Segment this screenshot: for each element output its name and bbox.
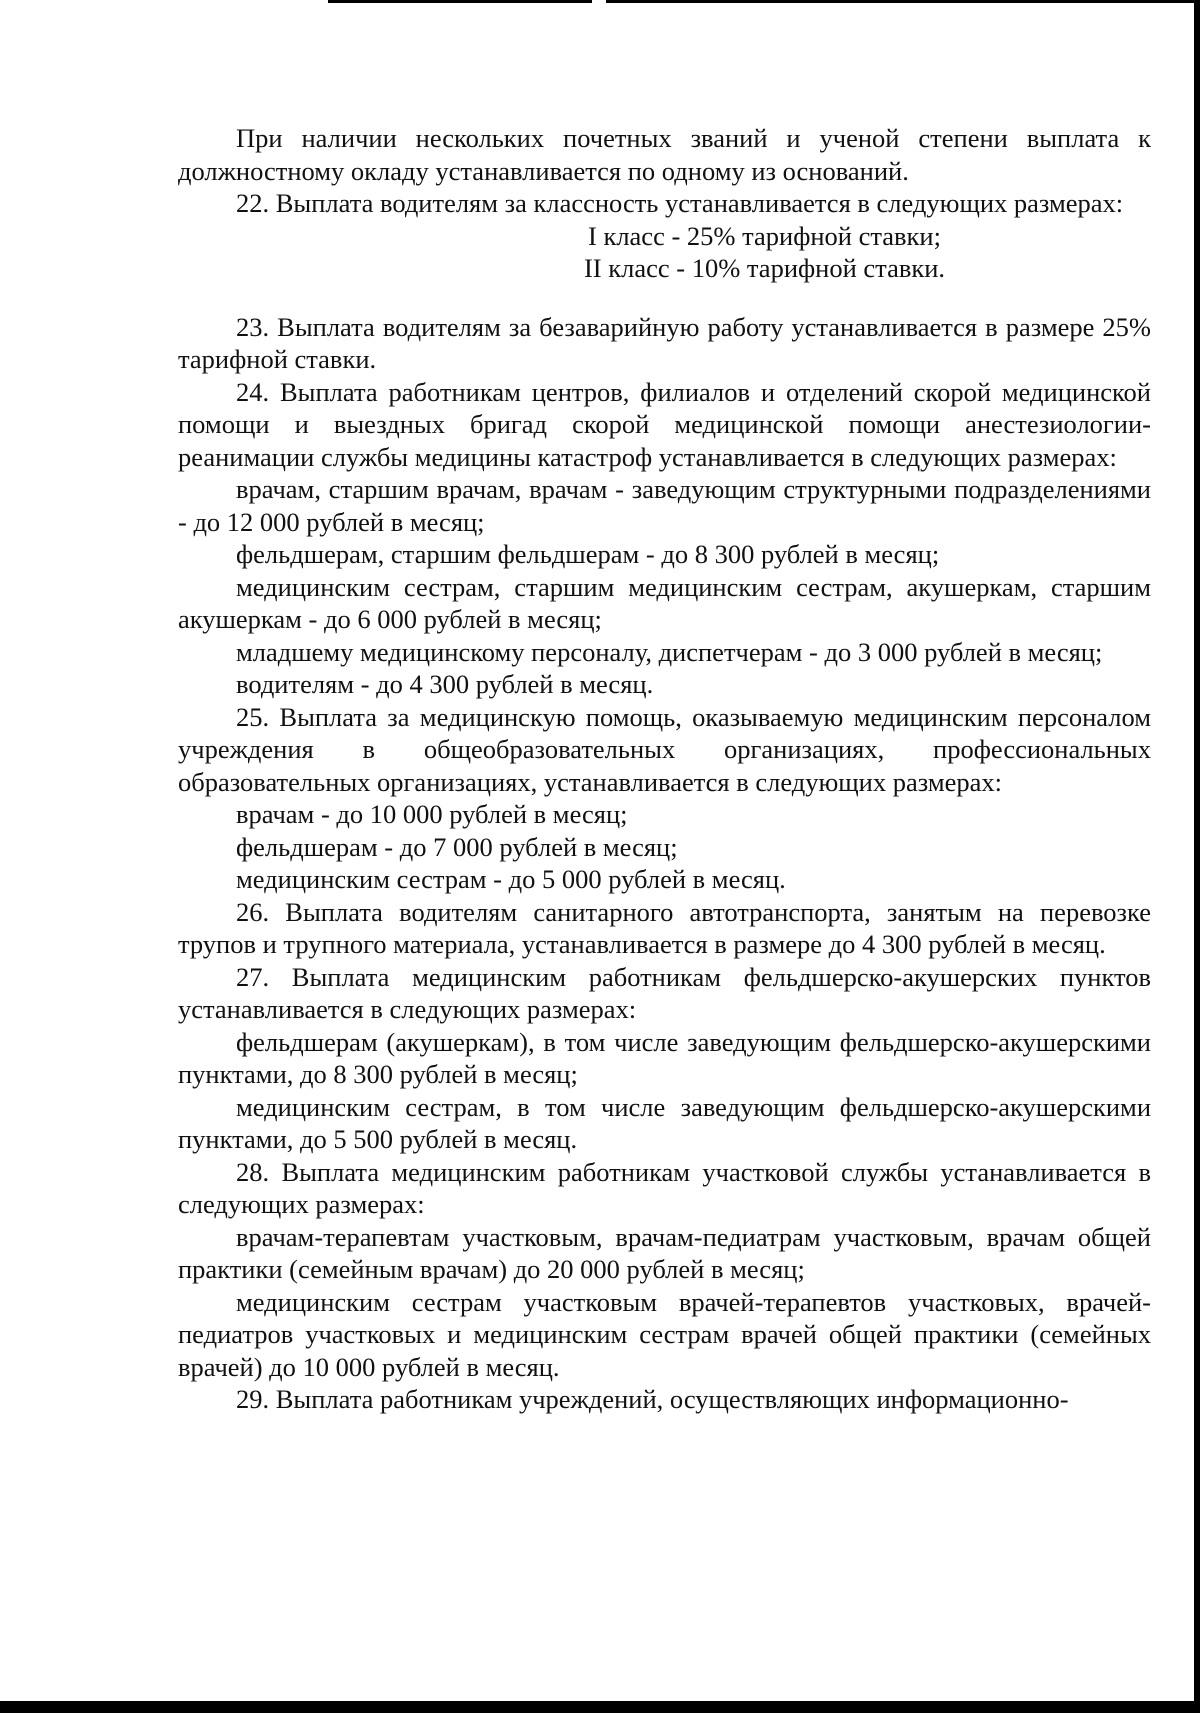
- scan-edge-line: [606, 0, 1200, 3]
- scan-border-right: [1194, 0, 1200, 1713]
- rate-line: фельдшерам, старшим фельдшерам - до 8 300 рублей в месяц;: [236, 539, 940, 569]
- class-rate-line: II класс - 10% тарифной ставки.: [583, 253, 946, 283]
- rate-line: врачам - до 10 000 рублей в месяц;: [236, 799, 628, 829]
- paragraph-item-22: 22. Выплата водителям за классность устанавливается в следующих размерах:: [236, 188, 1124, 218]
- rate-line: фельдшерам (акушеркам), в том числе заведующим фельдшерско-акушерскими пунктами, до 8 300 рублей в месяц;: [178, 1026, 1151, 1089]
- paragraph-item-26: 26. Выплата водителям санитарного автотранспорта, занятым на перевозке трупов и трупного материала, устанавливается в размере до 4 300 рублей в месяц.: [178, 896, 1151, 959]
- rate-line: медицинским сестрам участковым врачей-терапевтов участковых, врачей-педиатров участковых и медицинским сестрам врачей общей практики (семейных врачей) до 10 000 рублей в месяц.: [178, 1286, 1151, 1382]
- document-page: [178, 122, 1151, 1416]
- rate-line: водителям - до 4 300 рублей в месяц.: [236, 669, 654, 699]
- paragraph-item-27: 27. Выплата медицинским работникам фельдшерско-акушерских пунктов устанавливается в следующих размерах:: [178, 961, 1151, 1024]
- paragraph-item-25: 25. Выплата за медицинскую помощь, оказываемую медицинским персоналом учреждения в общеобразовательных организациях, профессиональных образовательных организациях, устанавливается в следующих размерах:: [178, 701, 1151, 797]
- paragraph-item-24: 24. Выплата работникам центров, филиалов и отделений скорой медицинской помощи и выездных бригад скорой медицинской помощи анестезиологии-реанимации службы медицины катастроф устанавливается в следующих размерах:: [178, 376, 1151, 472]
- rate-line: медицинским сестрам, старшим медицинским сестрам, акушеркам, старшим акушеркам - до 6 000 рублей в месяц;: [178, 571, 1151, 634]
- paragraph-item-23: 23. Выплата водителям за безаварийную работу устанавливается в размере 25% тарифной ставки.: [178, 311, 1151, 374]
- rate-line: врачам, старшим врачам, врачам - заведующим структурными подразделениями - до 12 000 рублей в месяц;: [178, 474, 1151, 537]
- rate-line: врачам-терапевтам участковым, врачам-педиатрам участковым, врачам общей практики (семейным врачам) до 20 000 рублей в месяц;: [178, 1221, 1151, 1284]
- scan-edge-line: [328, 0, 592, 3]
- paragraph-item-29: 29. Выплата работникам учреждений, осуществляющих информационно-: [236, 1384, 1069, 1414]
- rate-line: младшему медицинскому персоналу, диспетчерам - до 3 000 рублей в месяц;: [236, 636, 1103, 667]
- class-rate-line: I класс - 25% тарифной ставки;: [588, 220, 941, 251]
- rate-line: медицинским сестрам - до 5 000 рублей в месяц.: [236, 864, 786, 894]
- rate-line: медицинским сестрам, в том числе заведующим фельдшерско-акушерскими пунктами, до 5 500 рублей в месяц.: [178, 1091, 1151, 1154]
- spacer: [178, 285, 1151, 311]
- scan-border-bottom: [0, 1701, 1200, 1713]
- paragraph-item-28: 28. Выплата медицинским работникам участковой службы устанавливается в следующих размерах:: [178, 1156, 1151, 1219]
- rate-line: фельдшерам - до 7 000 рублей в месяц;: [236, 831, 678, 862]
- paragraph: При наличии нескольких почетных званий и ученой степени выплата к должностному окладу устанавливается по одному из оснований.: [178, 123, 1151, 186]
